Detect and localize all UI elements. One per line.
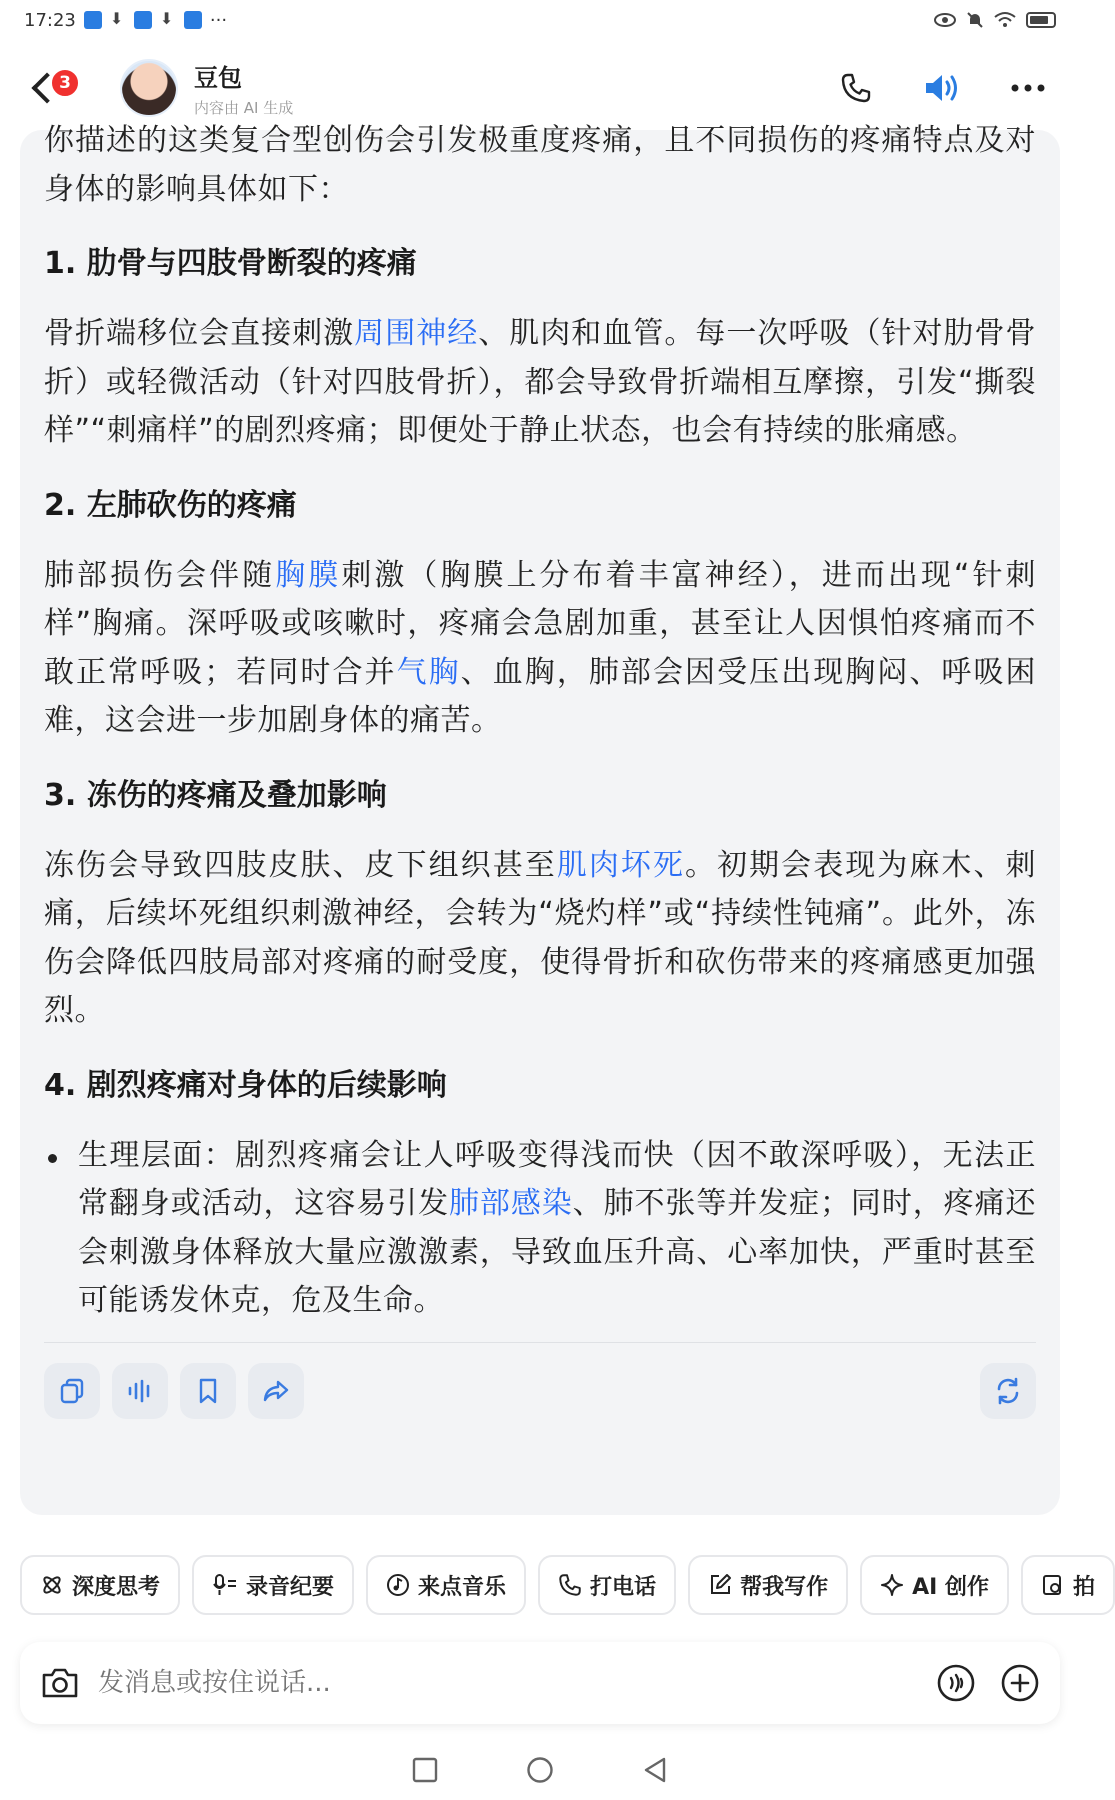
text-run: 、血胸，肺部会因受压出现胸闷、呼吸困难，这会进一步加剧身体的痛苦。 — [44, 654, 1037, 738]
text-run: 、肺不张等并发症；同时，疼痛还会刺激身体释放大量应激激素，导致血压升高、心率加快，严重时甚至可能诱发休克，危及生命。 — [78, 1186, 1037, 1318]
header-actions — [836, 68, 1056, 108]
term-link[interactable]: 气胸 — [396, 654, 461, 690]
section-heading: 2. 左肺砍伤的疼痛 — [44, 487, 297, 523]
chip-photo[interactable] — [1021, 1555, 1115, 1615]
chip-deep-think[interactable] — [20, 1555, 180, 1615]
speaker-button[interactable] — [922, 68, 962, 108]
chip-label: 深度思考 — [72, 1574, 161, 1600]
home-circle-icon[interactable] — [526, 1756, 554, 1784]
refresh-icon — [993, 1376, 1023, 1406]
section-paragraph — [44, 552, 1036, 746]
add-attachment-button[interactable] — [1000, 1663, 1040, 1703]
bullet-dot — [48, 1154, 57, 1163]
read-aloud-button[interactable] — [112, 1363, 168, 1419]
chip-recording-notes[interactable] — [192, 1555, 354, 1615]
section-heading: 1. 肋骨与四肢骨断裂的疼痛 — [44, 246, 417, 281]
bookmark-button[interactable] — [180, 1363, 236, 1419]
text-run: 冻伤会导致四肢皮肤、皮下组织甚至 — [44, 847, 557, 883]
quick-actions — [20, 1555, 1115, 1615]
text-run: 肺部损伤会伴随 — [44, 557, 276, 593]
unread-badge: 3 — [50, 68, 80, 98]
share-button[interactable] — [248, 1363, 304, 1419]
text-run: 骨折端移位会直接刺激 — [44, 316, 355, 351]
text-run: 刺激（胸膜上分布着丰富神经），进而出现“针刺样”胸痛。深呼吸或咳嗽时，疼痛会急剧加重，甚至让人因惧怕疼痛而不敢正常呼吸；若同时合并 — [44, 557, 1037, 690]
wifi-icon — [994, 11, 1016, 29]
text-run: 生理层面：剧烈疼痛会让人呼吸变得浅而快（因不敢深呼吸），无法正常翻身或活动，这容易引发 — [78, 1137, 1036, 1221]
deep-think-icon — [40, 1573, 64, 1597]
message-input[interactable] — [98, 1668, 936, 1698]
section-paragraph — [44, 310, 1036, 456]
sparkle-icon — [880, 1573, 904, 1597]
avatar[interactable] — [120, 59, 178, 117]
status-bar — [0, 0, 1080, 40]
text-run: 。初期会表现为麻木、刺痛，后续坏死组织刺激神经，会转为“烧灼样”或“持续性钝痛”。此外，冻伤会降低四肢局部对疼痛的耐受度，使得骨折和砍伤带来的疼痛感更加强烈。 — [44, 847, 1037, 1028]
copy-button[interactable] — [44, 1363, 100, 1419]
chip-label: AI 创作 — [912, 1574, 989, 1600]
chat-title — [194, 58, 293, 118]
more-notifications-icon: ··· — [209, 9, 228, 31]
camera-icon — [40, 1665, 80, 1701]
message-content — [20, 117, 1060, 1439]
more-dots-icon — [1011, 84, 1045, 92]
recents-square-icon[interactable] — [412, 1757, 438, 1783]
bookmark-icon — [194, 1377, 222, 1405]
phone-icon — [558, 1573, 582, 1597]
term-link[interactable]: 肺部感染 — [449, 1186, 573, 1221]
section-heading: 3. 冻伤的疼痛及叠加影响 — [44, 777, 387, 813]
back-button[interactable] — [24, 58, 84, 118]
phone-icon — [840, 72, 872, 104]
mute-bell-icon — [966, 11, 984, 29]
photo-icon — [1041, 1573, 1065, 1597]
gallery-notification-icon — [184, 11, 202, 29]
section-paragraph — [44, 842, 1036, 1036]
app-notification-icon — [134, 11, 152, 29]
ai-disclaimer: 内容由 AI 生成 — [194, 99, 294, 117]
app-notification-icon — [84, 11, 102, 29]
term-link[interactable]: 肌肉坏死 — [556, 847, 686, 883]
eye-icon — [934, 12, 956, 28]
message-actions — [44, 1343, 1036, 1439]
camera-button[interactable] — [40, 1663, 80, 1703]
status-right — [934, 11, 1056, 29]
message-input-bar — [20, 1642, 1060, 1724]
chip-phone-call[interactable] — [538, 1555, 676, 1615]
music-icon — [386, 1573, 410, 1597]
voice-wave-icon — [936, 1663, 976, 1703]
message-intro: 你描述的这类复合型创伤会引发极重度疼痛，且不同损伤的疼痛特点及对身体的影响具体如下： — [44, 123, 1036, 207]
status-time: 17:23 — [24, 9, 76, 31]
chip-label: 打电话 — [590, 1574, 657, 1600]
section-heading: 4. 剧烈疼痛对身体的后续影响 — [44, 1067, 447, 1103]
plus-circle-icon — [1000, 1663, 1040, 1703]
copy-icon — [58, 1377, 86, 1405]
bot-name: 豆包 — [194, 64, 242, 92]
speaker-icon — [923, 72, 961, 104]
phone-call-button[interactable] — [836, 68, 876, 108]
regenerate-button[interactable] — [980, 1363, 1036, 1419]
term-link[interactable]: 胸膜 — [275, 557, 342, 593]
voice-button[interactable] — [936, 1663, 976, 1703]
chip-label: 帮我写作 — [740, 1574, 829, 1600]
audio-wave-icon — [126, 1377, 154, 1405]
ai-message-card — [20, 123, 1060, 1515]
input-actions — [936, 1663, 1040, 1703]
status-left — [24, 10, 227, 31]
edit-icon — [708, 1573, 732, 1597]
download-icon — [160, 12, 176, 28]
chip-writing[interactable] — [688, 1555, 848, 1615]
chip-ai-create[interactable] — [860, 1555, 1009, 1615]
share-icon — [262, 1377, 290, 1405]
chip-label: 录音纪要 — [246, 1574, 335, 1600]
term-link[interactable]: 周围神经 — [354, 316, 479, 351]
chip-label: 来点音乐 — [418, 1574, 507, 1600]
bullet-item — [78, 1132, 1036, 1326]
text-run: 、肌肉和血管。每一次呼吸（针对肋骨骨折）或轻微活动（针对四肢骨折），都会导致骨折端相互摩擦，引发“撕裂样”“刺痛样”的剧烈疼痛；即便处于静止状态，也会有持续的胀痛感。 — [44, 316, 1037, 448]
back-triangle-icon[interactable] — [642, 1756, 668, 1784]
bullet-list — [44, 1132, 1036, 1326]
chip-label: 拍 — [1072, 1574, 1095, 1600]
mic-notes-icon — [212, 1573, 238, 1597]
chip-music[interactable] — [366, 1555, 526, 1615]
system-nav-bar — [0, 1740, 1080, 1800]
more-options-button[interactable] — [1008, 68, 1048, 108]
download-icon — [110, 12, 126, 28]
battery-icon — [1026, 12, 1056, 28]
